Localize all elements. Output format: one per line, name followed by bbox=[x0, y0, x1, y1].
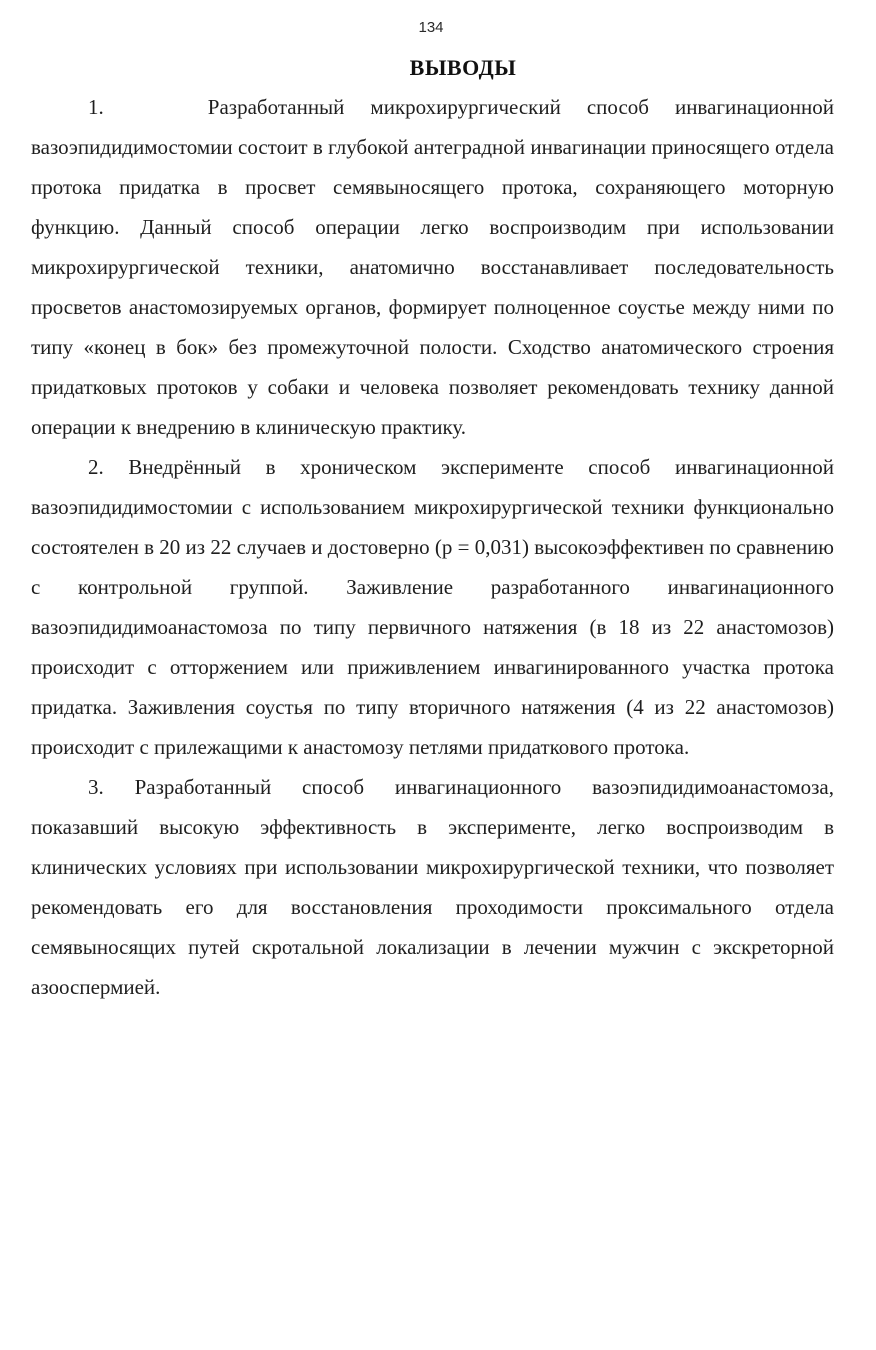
conclusion-paragraph-1: 1. Разработанный микрохирургический способ инвагинационной вазоэпидидимостомии состоит в глубокой антеградной инвагинации приносящего отдела протока придатка в просвет семявыносящего протока, сохраняющего моторную функцию. Данный способ операции легко воспроизводим при использовании микрохирургической техники, анатомично восстанавливает последовательность просветов анастомозируемых органов, формирует полноценное соустье между ними по типу «конец в бок» без промежуточной полости. Сходство анатомического строения придатковых протоков у собаки и человека позволяет рекомендовать технику данной операции к внедрению в клиническую практику. bbox=[31, 95, 834, 439]
conclusion-paragraph-2: 2. Внедрённый в хроническом эксперименте способ инвагинационной вазоэпидидимостомии с использованием микрохирургической техники функционально состоятелен в 20 из 22 случаев и достоверно (р = 0,031) высокоэффективен по сравнению с контрольной группой. Заживление разработанного инвагинационного вазоэпидидимоанастомоза по типу первичного натяжения (в 18 из 22 анастомозов) происходит с отторжением или приживлением инвагинированного участка протока придатка. Заживления соустья по типу вторичного натяжения (4 из 22 анастомозов) происходит с прилежащими к анастомозу петлями придаткового протока. bbox=[31, 455, 834, 759]
page-number: 134 bbox=[418, 19, 444, 36]
conclusion-paragraph-3: 3. Разработанный способ инвагинационного вазоэпидидимоанастомоза, показавший высокую эффективность в эксперименте, легко воспроизводим в клинических условиях при использовании микрохирургической техники, что позволяет рекомендовать его для восстановления проходимости проксимального отдела семявыносящих путей скротальной локализации в лечении мужчин с экскреторной азооспермией. bbox=[31, 775, 834, 999]
page-title: ВЫВОДЫ bbox=[409, 55, 517, 80]
conclusions-list bbox=[31, 87, 834, 1007]
